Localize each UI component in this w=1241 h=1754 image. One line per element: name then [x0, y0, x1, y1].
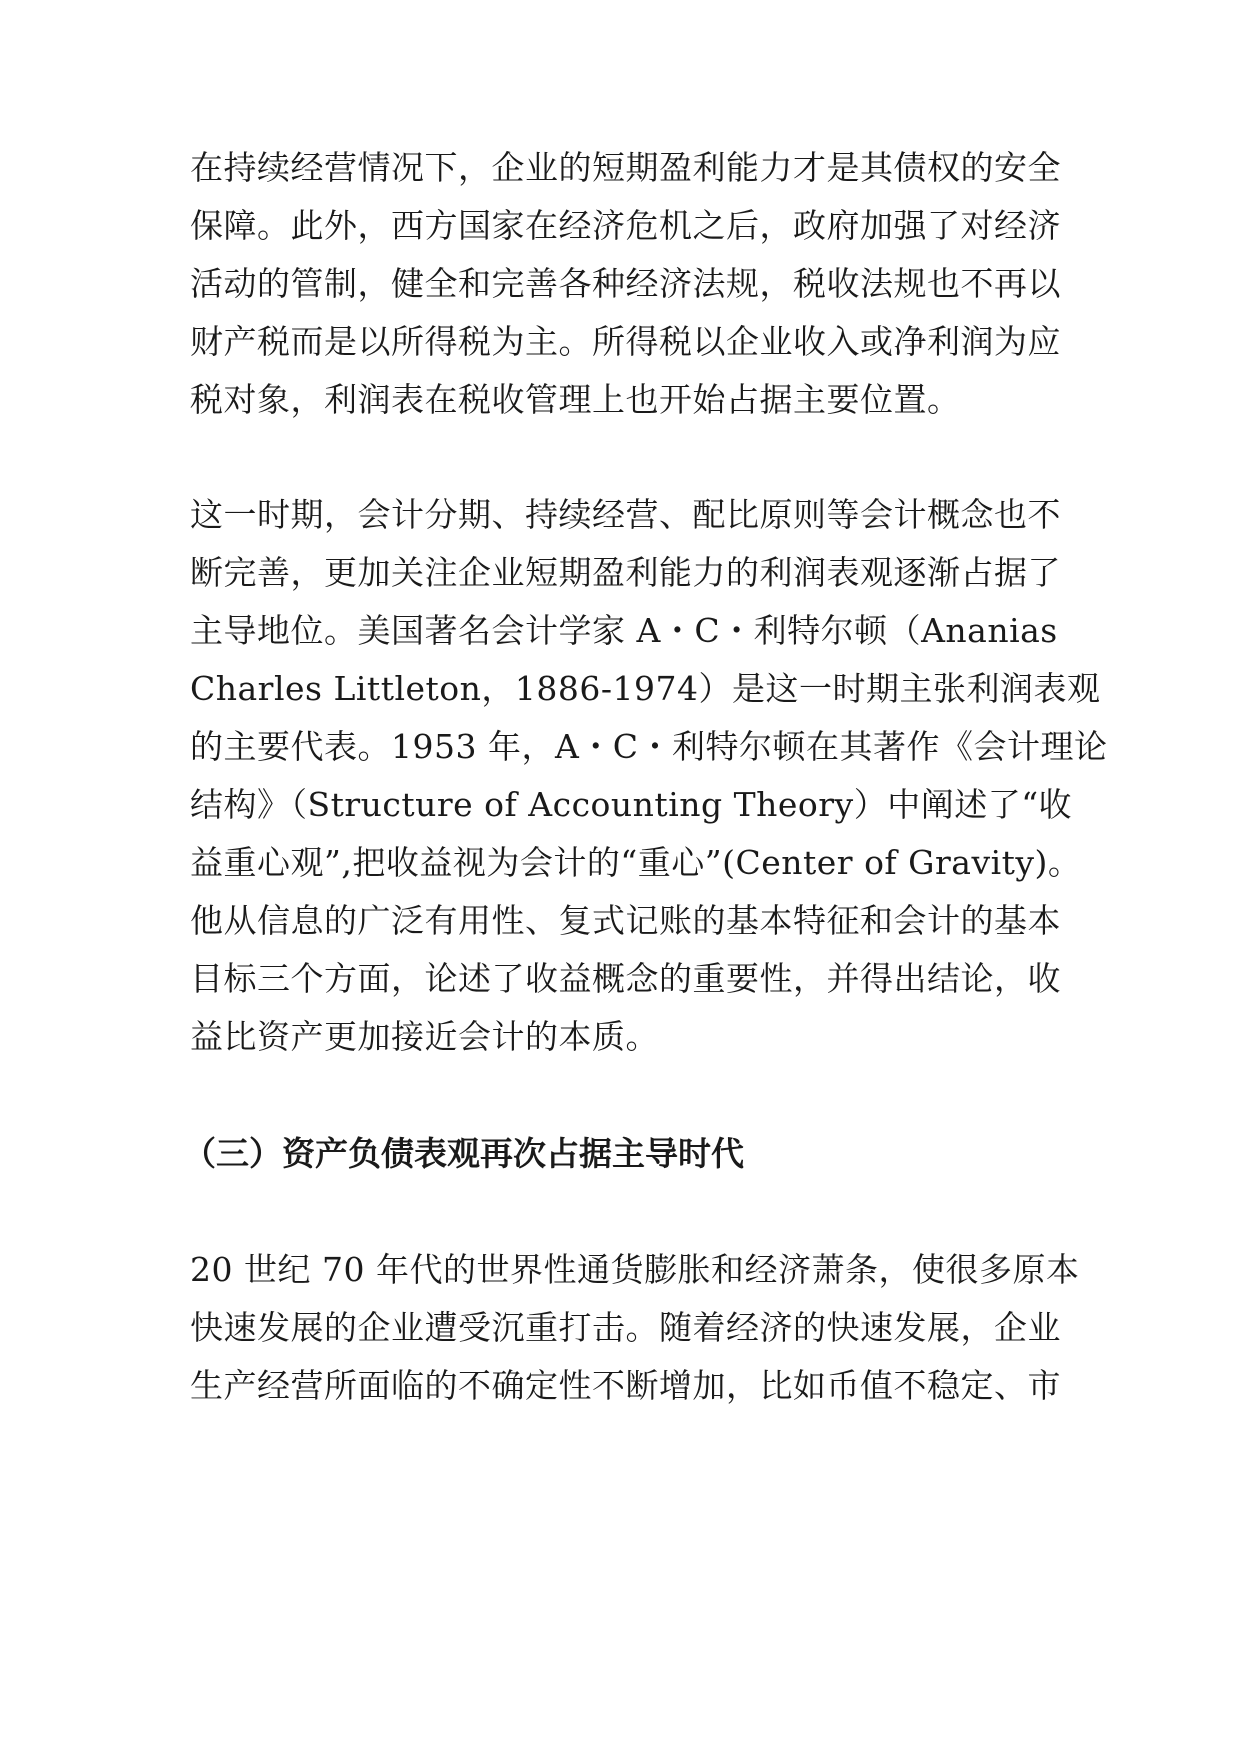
text-line: 保障。此外，西方国家在经济危机之后，政府加强了对经济: [190, 206, 1061, 245]
text-line: Charles Littleton，1886-1974）是这一时期主张利润表观: [190, 669, 1101, 708]
text-line: 目标三个方面，论述了收益概念的重要性，并得出结论，收: [190, 959, 1061, 998]
section-heading: （三）资产负债表观再次占据主导时代: [183, 1134, 744, 1173]
text-line: 活动的管制，健全和完善各种经济法规，税收法规也不再以: [190, 264, 1061, 303]
text-line: 他从信息的广泛有用性、复式记账的基本特征和会计的基本: [190, 901, 1061, 940]
text-line: 益重心观”,把收益视为会计的“重心”(Center of Gravity)。: [190, 843, 1082, 882]
text-line: 财产税而是以所得税为主。所得税以企业收入或净利润为应: [190, 322, 1061, 361]
text-line: 生产经营所面临的不确定性不断增加，比如币值不稳定、市: [190, 1366, 1061, 1405]
text-line: 20 世纪 70 年代的世界性通货膨胀和经济萧条，使很多原本: [190, 1250, 1080, 1289]
text-line: 在持续经营情况下，企业的短期盈利能力才是其债权的安全: [190, 148, 1061, 187]
text-line: 这一时期，会计分期、持续经营、配比原则等会计概念也不: [190, 495, 1061, 534]
text-line: 快速发展的企业遭受沉重打击。随着经济的快速发展，企业: [190, 1308, 1061, 1347]
text-line: 的主要代表。1953 年，A・C・利特尔顿在其著作《会计理论: [190, 727, 1108, 766]
text-line: 断完善，更加关注企业短期盈利能力的利润表观逐渐占据了: [190, 553, 1061, 592]
text-line: 主导地位。美国著名会计学家 A・C・利特尔顿（Ananias: [190, 611, 1058, 650]
text-line: 税对象，利润表在税收管理上也开始占据主要位置。: [190, 380, 961, 419]
text-line: 益比资产更加接近会计的本质。: [190, 1017, 659, 1056]
text-line: 结构》（Structure of Accounting Theory）中阐述了“收: [190, 785, 1073, 824]
